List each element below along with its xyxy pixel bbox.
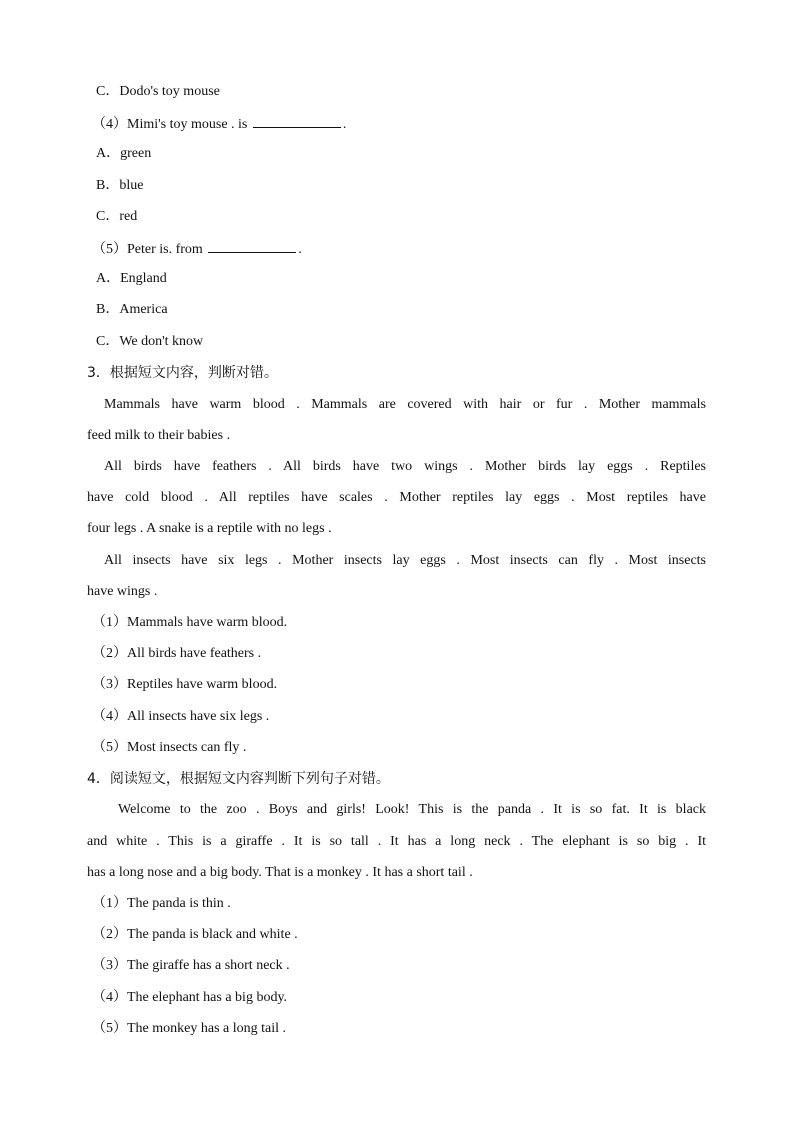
- q4-passage-line: Welcome to the zoo . Boys and girls! Look! This is the panda . It is so fat. It is black: [118, 802, 706, 817]
- q4-item-5: （5）The monkey has a long tail .: [92, 1021, 287, 1036]
- q4-passage-line: and white . This is a giraffe . It is so tall . It has a long neck . The elephant is so big . It: [87, 834, 706, 849]
- q2-item-5-option-b: B．America: [96, 302, 168, 317]
- q3-passage-line: feed milk to their babies .: [87, 428, 231, 443]
- q2-item-4-option-a: A．green: [96, 146, 152, 161]
- answer-blank: [253, 114, 341, 128]
- q2-item-4-option-b: B．blue: [96, 178, 144, 193]
- q4-item-3: （3）The giraffe has a short neck .: [92, 958, 290, 973]
- q4-passage-line: has a long nose and a big body. That is a monkey . It has a short tail .: [87, 865, 473, 880]
- q4-heading: 4．阅读短文，根据短文内容判断下列句子对错。: [87, 771, 390, 787]
- q3-item-5: （5）Most insects can fly .: [92, 740, 247, 755]
- answer-blank: [208, 239, 296, 253]
- q2-item-5-option-a: A．England: [96, 271, 167, 286]
- q2-item-4-option-c: C．red: [96, 209, 138, 224]
- q3-passage-line: have cold blood . All reptiles have scales . Mother reptiles lay eggs . Most reptiles have: [87, 490, 706, 505]
- q3-passage-line: Mammals have warm blood . Mammals are covered with hair or fur . Mother mammals: [104, 397, 706, 412]
- q2-item-5-prefix: （5）Peter is. from: [92, 242, 207, 257]
- q2-item-4-suffix: .: [342, 117, 347, 132]
- q3-item-1: （1）Mammals have warm blood.: [92, 615, 288, 630]
- q3-heading: 3．根据短文内容，判断对错。: [87, 365, 278, 381]
- q2-item-5-option-c: C．We don't know: [96, 334, 204, 349]
- q4-item-1: （1）The panda is thin .: [92, 896, 231, 911]
- q2-item-5: [92, 239, 706, 259]
- q4-item-4: （4）The elephant has a big body.: [92, 990, 288, 1005]
- q2-item-4-prefix: （4）Mimi's toy mouse . is: [92, 117, 251, 132]
- q3-passage-line: four legs . A snake is a reptile with no legs .: [87, 521, 332, 536]
- q2-item-4: [92, 114, 706, 134]
- q4-item-2: （2）The panda is black and white .: [92, 927, 298, 942]
- q3-item-3: （3）Reptiles have warm blood.: [92, 677, 278, 692]
- q3-passage-line: have wings .: [87, 584, 158, 599]
- q2-option-c-dodo: C．Dodo's toy mouse: [96, 84, 220, 99]
- q3-passage-line: All insects have six legs . Mother insects lay eggs . Most insects can fly . Most insects: [104, 553, 706, 568]
- q3-passage-line: All birds have feathers . All birds have two wings . Mother birds lay eggs . Reptiles: [104, 459, 706, 474]
- q3-item-4: （4）All insects have six legs .: [92, 709, 270, 724]
- q3-item-2: （2）All birds have feathers .: [92, 646, 262, 661]
- q2-item-5-suffix: .: [298, 242, 302, 257]
